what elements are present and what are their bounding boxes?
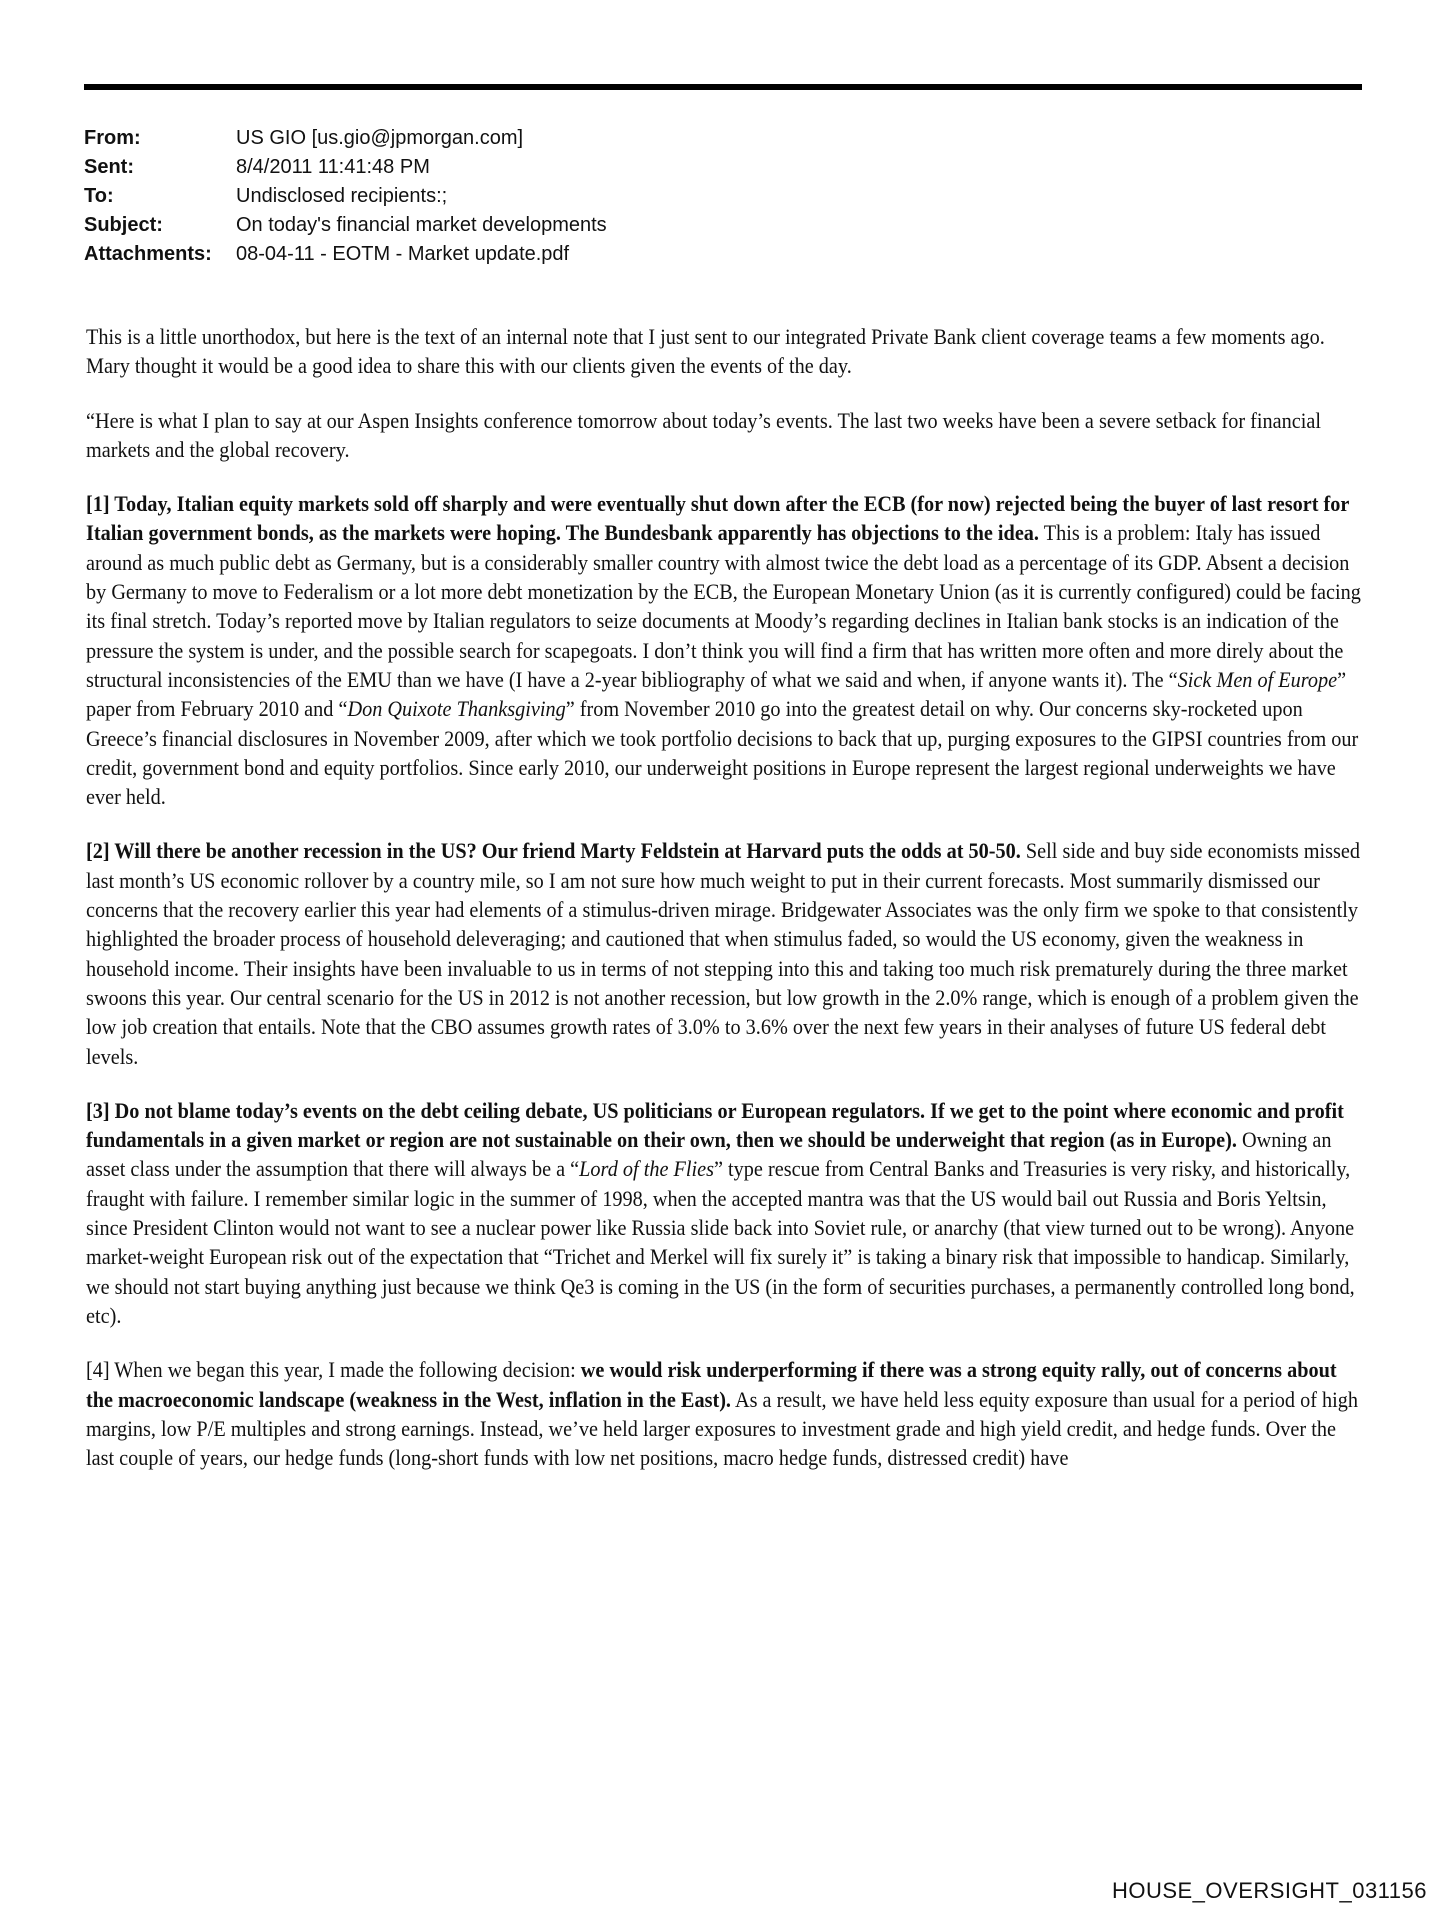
subject-value: On today's financial market developments xyxy=(236,214,607,236)
email-header xyxy=(84,124,607,269)
point-3-bold: [3] Do not blame today’s events on the debt ceiling debate, US politicians or European regulators. If we get to the point where economic and profit fundamentals in a given market or region are not sustainable on their own, then we should be underweight that region (as in Europe). xyxy=(86,1097,1344,1153)
subject-label: Subject: xyxy=(84,214,163,236)
point-2-paragraph xyxy=(86,836,1366,1070)
opening-paragraph: “Here is what I plan to say at our Aspen Insights conference tomorrow about today’s events. The last two weeks have been a severe setback for financial markets and the global recovery. xyxy=(86,407,1322,462)
point-1-paragraph xyxy=(86,489,1366,811)
point-1-bold: [1] Today, Italian equity markets sold off sharply and were eventually shut down after the ECB (for now) rejected being the buyer of last resort for Italian government bonds, as the markets were hoping. The Bundesbank apparently has objections to the idea. xyxy=(86,491,1349,546)
from-label: From: xyxy=(84,127,141,149)
to-row xyxy=(84,182,607,211)
from-row xyxy=(84,124,607,153)
point-4-text-a: [4] When we began this year, I made the following decision: xyxy=(86,1357,581,1383)
point-3-paragraph xyxy=(86,1096,1366,1330)
to-label: To: xyxy=(84,185,114,207)
point-4-text-b: As a result, we have held less equity exposure than usual for a period of high margins, low P/E multiples and strong earnings. Instead, we’ve held larger exposures to investment grade and high yield credit, and hedge funds. Over the last couple of years, our hedge funds (long-short funds with low net positions, macro hedge funds, distressed credit) have xyxy=(86,1386,1359,1471)
point-2-bold: [2] Will there be another recession in the US? Our friend Marty Feldstein at Harvard puts the odds at 50-50. xyxy=(86,838,1021,864)
point-2-text: Sell side and buy side economists missed last month’s US economic rollover by a country mile, so I am not sure how much weight to put in their current forecasts. Most summarily dismissed our concerns that the recovery earlier this year had elements of a stimulus-driven mirage. Bridgewater Associates was the only firm we spoke to that consistently highlighted the broader process of household deleveraging; and cautioned that when stimulus faded, so would the US economy, given the weakness in household income. Their insights have been invaluable to us in terms of not stepping into this and taking too much risk prematurely during the three market swoons this year. Our central scenario for the US in 2012 is not another recession, but low growth in the 2.0% range, which is enough of a problem given the low job creation that entails. Note that the CBO assumes growth rates of 3.0% to 3.6% over the next few years in their analyses of future US federal debt levels. xyxy=(86,838,1361,1069)
don-quixote-title: Don Quixote Thanksgiving xyxy=(347,696,566,722)
sent-value: 8/4/2011 11:41:48 PM xyxy=(236,156,430,178)
bates-number: HOUSE_OVERSIGHT_031156 xyxy=(1111,1878,1427,1903)
sent-row xyxy=(84,153,607,182)
attachments-label: Attachments: xyxy=(84,243,212,265)
sent-label: Sent: xyxy=(84,156,134,178)
header-divider-rule xyxy=(84,84,1362,90)
subject-row xyxy=(84,211,607,240)
point-4-paragraph xyxy=(86,1355,1366,1472)
lord-of-the-flies-title: Lord of the Flies xyxy=(579,1156,714,1182)
from-value: US GIO [us.gio@jpmorgan.com] xyxy=(236,127,524,149)
point-3-text-a: Owning an asset class under the assumption that there will always be a “ xyxy=(86,1127,1332,1182)
intro-paragraph: This is a little unorthodox, but here is the text of an internal note that I just sent to our integrated Private Bank client coverage teams a few moments ago. Mary thought it would be a good idea to share this with our clients given the events of the day. xyxy=(86,324,1325,379)
to-value: Undisclosed recipients:; xyxy=(236,185,448,207)
attachments-row xyxy=(84,240,607,269)
point-1-text-c: ” from November 2010 go into the greatest detail on why. Our concerns sky-rocketed upon Greece’s financial disclosures in November 2009, after which we took portfolio decisions to back that up, purging exposures to the GIPSI countries from our credit, government bond and equity portfolios. Since early 2010, our underweight positions in Europe represent the largest regional underweights we have ever held. xyxy=(86,696,1359,810)
point-3-text-b: ” type rescue from Central Banks and Treasuries is very risky, and historically, fraught with failure. I remember similar logic in the summer of 1998, when the accepted mantra was that the US would bail out Russia and Boris Yeltsin, since President Clinton would not want to see a nuclear power like Russia slide back into Soviet rule, or anarchy (that view turned out to be wrong). Anyone market-weight European risk out of the expectation that “Trichet and Merkel will fix surely it” is taking a binary risk that impossible to handicap. Similarly, we should not start buying anything just because we think Qe3 is coming in the US (in the form of securities purchases, a permanently controlled long bond, etc). xyxy=(86,1156,1355,1328)
sick-men-of-europe-title: Sick Men of Europe xyxy=(1177,666,1338,692)
email-body xyxy=(86,322,1361,1497)
point-1-text-a: This is a problem: Italy has issued around as much public debt as Germany, but is a considerably smaller country with almost twice the debt load as a percentage of its GDP. Absent a decision by Germany to move to Federalism or a lot more debt monetization by the ECB, the European Monetary Union (as it is currently configured) could be facing its final stretch. Today’s reported move by Italian regulators to seize documents at Moody’s regarding declines in Italian bank stocks is an indication of the pressure the system is under, and the possible search for scapegoats. I don’t think you will find a firm that has written more often and more direly about the structural inconsistencies of the EMU than we have (I have a 2-year bibliography of what we said and when, if anyone wants it). The “ xyxy=(86,520,1361,692)
point-1-text-b: ” paper from February 2010 and “ xyxy=(86,666,1347,722)
point-4-bold: we would risk underperforming if there was a strong equity rally, out of concerns about the macroeconomic landscape (weakness in the West, inflation in the East). xyxy=(86,1357,1337,1412)
attachments-value: 08-04-11 - EOTM - Market update.pdf xyxy=(236,243,570,265)
